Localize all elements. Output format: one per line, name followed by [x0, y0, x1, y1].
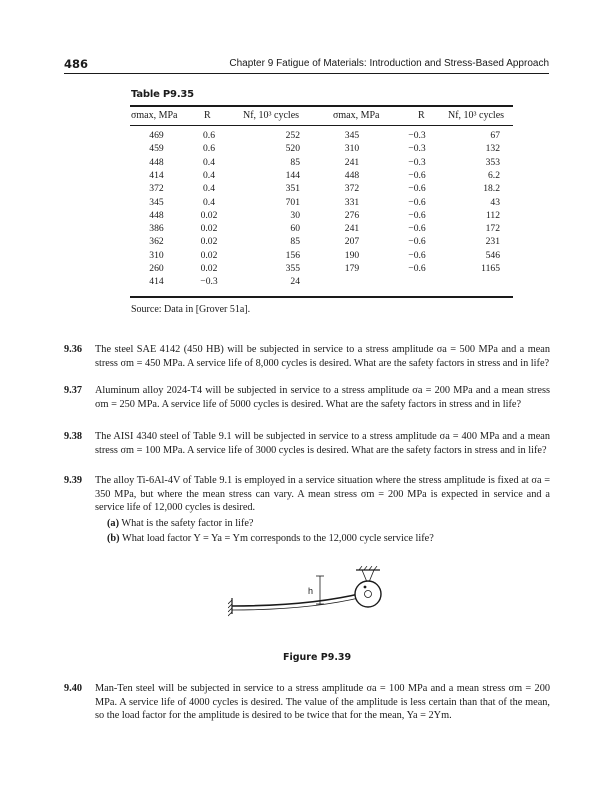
problem-9-40 — [64, 682, 550, 723]
cell-smax-1: 372 — [149, 183, 164, 195]
problem-text: The alloy Ti-6Al-4V of Table 9.1 is employed in a service situation where the stress amplitude is fixed at σa = 350 MPa, but where the mean stress can vary. A mean stress σm = 200 MPa is expected in service and a service life of 12,000 cycles is desired. — [95, 475, 550, 513]
cam-support-hatch — [356, 566, 380, 582]
header-rule — [64, 73, 549, 74]
cell-smax-2: 345 — [344, 130, 360, 141]
table-row — [0, 250, 613, 261]
cell-nf-2: 1165 — [481, 263, 500, 274]
table-row — [0, 183, 613, 194]
cell-r-1: 0.02 — [200, 263, 218, 274]
cell-nf-2: 112 — [485, 209, 500, 221]
cell-smax-2: 331 — [344, 196, 360, 208]
cell-nf-1: 355 — [285, 263, 300, 274]
cell-nf-2: 67 — [490, 130, 500, 141]
problem-9-37 — [64, 384, 550, 411]
subpart-a — [107, 518, 254, 529]
table-source: Source: Data in [Grover 51a]. — [131, 304, 251, 315]
cell-r-1: 0.02 — [200, 223, 218, 235]
table-row — [0, 130, 613, 141]
cell-nf-1: 520 — [285, 143, 300, 155]
cell-smax-2: 179 — [344, 263, 360, 274]
cell-nf-2: 546 — [485, 249, 500, 261]
cell-nf-1: 252 — [285, 130, 300, 141]
cell-r-2: −0.6 — [408, 236, 426, 248]
table-row — [0, 223, 613, 234]
cell-nf-2: 6.2 — [488, 169, 500, 181]
problem-text: The AISI 4340 steel of Table 9.1 will be subjected in service to a stress amplitude σa = 400 MPa and a mean stress σm = 100 MPa. A service life of 3000 cycles is desired. What are the safety factors in stress and in life? — [95, 431, 550, 456]
cell-r-2: −0.6 — [408, 183, 426, 195]
cell-smax-2: 276 — [344, 209, 360, 221]
table-row — [0, 157, 613, 168]
cell-nf-1: 156 — [285, 249, 300, 261]
cell-smax-2: 241 — [344, 223, 360, 235]
cell-nf-1: 144 — [285, 169, 300, 181]
cell-r-2: −0.6 — [408, 223, 426, 235]
table-row — [0, 197, 613, 208]
subpart-text: What load factor Y = Ya = Ym corresponds to the 12,000 cycle service life? — [121, 533, 434, 544]
cell-smax-2: 310 — [344, 143, 360, 155]
problem-text: The steel SAE 4142 (450 HB) will be subjected in service to a stress amplitude σa = 500 MPa and a mean stress σm = 450 MPa. A service life of 8,000 cycles is desired. What are the safety factors in stress and in life? — [95, 344, 550, 369]
cell-r-2: −0.3 — [408, 130, 426, 141]
cell-smax-1: 469 — [149, 130, 164, 141]
cell-r-2: −0.6 — [408, 263, 426, 274]
cell-r-1: 0.02 — [200, 209, 218, 221]
figure-cantilever-diagram — [228, 566, 388, 638]
subpart-text: What is the safety factor in life? — [121, 518, 254, 529]
table-top-rule — [130, 105, 513, 107]
running-header — [64, 57, 549, 73]
cell-nf-2: 231 — [485, 236, 500, 248]
cell-smax-2: 372 — [344, 183, 360, 195]
problem-text: Man-Ten steel will be subjected in service to a stress amplitude σa = 100 MPa and a mean stress σm = 200 MPa. A service life of 4000 cycles is desired. The value of the amplitude is less certain than that of the mean, so the load factor for the amplitude is desired to be twice that for the mean, Ya = 2Ym. — [95, 683, 550, 721]
col-header-nf-2: Nf, 10³ cycles — [448, 110, 505, 121]
cell-nf-2: 43 — [490, 196, 500, 208]
cell-r-2: −0.6 — [408, 209, 426, 221]
cam-pivot — [364, 586, 367, 589]
table-row — [0, 276, 613, 287]
cell-r-2: −0.6 — [408, 169, 426, 181]
cell-r-2: −0.3 — [408, 156, 426, 168]
cell-nf-1: 85 — [290, 156, 300, 168]
table-bottom-rule — [130, 296, 513, 298]
cell-smax-2: 448 — [344, 169, 360, 181]
table-row — [0, 170, 613, 181]
subpart-label: (a) — [107, 518, 120, 529]
figure-caption: Figure P9.39 — [283, 652, 352, 663]
table-row — [0, 263, 613, 274]
cell-nf-1: 85 — [290, 236, 300, 248]
cell-nf-1: 24 — [290, 276, 300, 288]
deflected-beam — [232, 593, 363, 606]
table-header-rule — [130, 125, 513, 126]
cell-r-1: 0.4 — [203, 196, 215, 208]
cell-nf-1: 701 — [285, 196, 300, 208]
cell-r-1: 0.02 — [200, 236, 218, 248]
dimension-label-h: h — [308, 586, 314, 596]
cell-smax-1: 260 — [149, 263, 164, 274]
cell-r-2: −0.3 — [408, 143, 426, 155]
col-header-r-1: R — [204, 110, 211, 121]
cell-smax-1: 345 — [149, 196, 164, 208]
cell-nf-2: 172 — [485, 223, 500, 235]
cell-r-2: −0.6 — [408, 196, 426, 208]
problem-number: 9.40 — [64, 683, 83, 694]
cell-nf-1: 351 — [285, 183, 300, 195]
cell-smax-1: 414 — [149, 169, 164, 181]
problem-text: Aluminum alloy 2024-T4 will be subjected in service to a stress amplitude σa = 200 MPa and a mean stress σm = 250 MPa. A service life of 5000 cycles is desired. What are the safety factors in stress and in life? — [95, 385, 550, 410]
chapter-title: Chapter 9 Fatigue of Materials: Introduction and Stress-Based Approach — [229, 58, 549, 69]
cell-smax-2: 207 — [344, 236, 360, 248]
cell-nf-2: 353 — [485, 156, 500, 168]
cell-nf-2: 132 — [485, 143, 500, 155]
problem-number: 9.38 — [64, 431, 83, 442]
table-row — [0, 143, 613, 154]
cell-nf-1: 30 — [290, 209, 300, 221]
cell-r-1: 0.4 — [203, 183, 215, 195]
problem-9-39 — [64, 474, 550, 515]
cell-nf-1: 60 — [290, 223, 300, 235]
cell-r-1: 0.6 — [203, 130, 215, 141]
cell-r-1: 0.4 — [203, 156, 215, 168]
problem-number: 9.36 — [64, 344, 83, 355]
subpart-b — [107, 533, 434, 544]
cell-smax-1: 386 — [149, 223, 164, 235]
problem-number: 9.37 — [64, 385, 83, 396]
eccentric-cam-wheel — [355, 581, 381, 607]
cell-smax-1: 362 — [149, 236, 164, 248]
cell-smax-1: 459 — [149, 143, 164, 155]
cell-smax-1: 448 — [149, 156, 164, 168]
cell-smax-1: 448 — [149, 209, 164, 221]
cell-smax-1: 310 — [149, 249, 164, 261]
cell-smax-1: 414 — [149, 276, 164, 288]
problem-9-38 — [64, 430, 550, 457]
page-number: 486 — [64, 57, 89, 71]
table-row — [0, 236, 613, 247]
cell-r-2: −0.6 — [408, 249, 426, 261]
cell-r-1: −0.3 — [200, 276, 218, 288]
cell-smax-2: 190 — [344, 249, 360, 261]
cell-r-1: 0.02 — [200, 249, 218, 261]
cell-r-1: 0.6 — [203, 143, 215, 155]
support-hatch — [228, 598, 232, 616]
cell-nf-2: 18.2 — [483, 183, 500, 195]
col-header-smax-2: σmax, MPa — [333, 110, 380, 121]
col-header-r-2: R — [418, 110, 425, 121]
subpart-label: (b) — [107, 533, 120, 544]
table-title: Table P9.35 — [131, 89, 194, 100]
cell-r-1: 0.4 — [203, 169, 215, 181]
col-header-smax-1: σmax, MPa — [131, 110, 178, 121]
table-row — [0, 210, 613, 221]
cell-smax-2: 241 — [344, 156, 360, 168]
problem-9-36 — [64, 343, 550, 370]
col-header-nf-1: Nf, 10³ cycles — [243, 110, 300, 121]
problem-number: 9.39 — [64, 475, 83, 486]
